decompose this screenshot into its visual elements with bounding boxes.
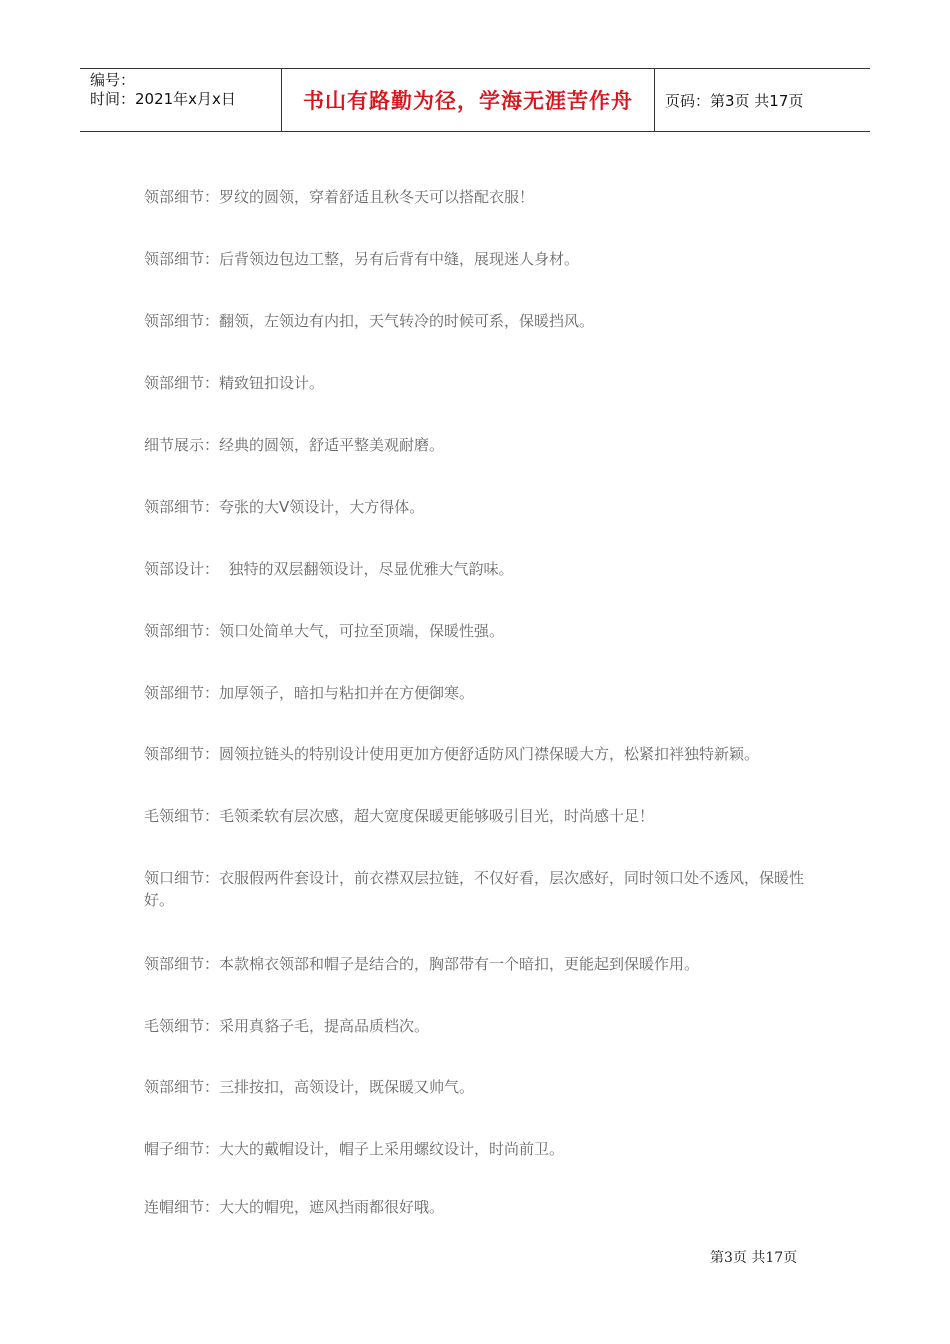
paragraph: 领部细节：翻领，左领边有内扣，天气转冷的时候可系，保暖挡风。 <box>144 312 595 330</box>
paragraph: 帽子细节：大大的戴帽设计，帽子上采用螺纹设计，时尚前卫。 <box>144 1140 565 1158</box>
paragraph: 领部细节：精致钮扣设计。 <box>144 374 325 392</box>
paragraph: 领部细节：本款棉衣领部和帽子是结合的，胸部带有一个暗扣，更能起到保暖作用。 <box>144 955 700 973</box>
paragraph: 细节展示：经典的圆领，舒适平整美观耐磨。 <box>144 436 445 454</box>
time-label: 时间：2021年x月x日 <box>90 90 236 108</box>
motto-cell <box>281 69 655 131</box>
page-info-cell <box>655 69 870 131</box>
motto-text: 书山有路勤为径，学海无涯苦作舟 <box>303 89 633 113</box>
paragraph: 领部设计： 独特的双层翻领设计，尽显优雅大气韵味。 <box>144 560 514 578</box>
page-footer: 第3页 共17页 <box>710 1250 798 1266</box>
header-left-cell <box>80 69 281 131</box>
paragraph: 领部细节：后背领边包边工整，另有后背有中缝，展现迷人身材。 <box>144 250 580 268</box>
page-info: 页码：第3页 共17页 <box>665 91 804 110</box>
paragraph: 领部细节：罗纹的圆领，穿着舒适且秋冬天可以搭配衣服！ <box>144 188 535 206</box>
paragraph: 领部细节：领口处简单大气，可拉至顶端，保暖性强。 <box>144 622 505 640</box>
paragraph: 领部细节：圆领拉链头的特别设计使用更加方便舒适防风门襟保暖大方，松紧扣袢独特新颖。 <box>144 745 760 763</box>
paragraph: 领口细节：衣服假两件套设计，前衣襟双层拉链，不仅好看，层次感好，同时领口处不透风，保暖性好。 <box>144 869 805 909</box>
paragraph: 领部细节：加厚领子，暗扣与粘扣并在方便御寒。 <box>144 684 475 702</box>
paragraph: 毛领细节：采用真貉子毛，提高品质档次。 <box>144 1017 430 1035</box>
paragraph: 连帽细节：大大的帽兜，遮风挡雨都很好哦。 <box>144 1198 445 1216</box>
paragraph: 毛领细节：毛领柔软有层次感，超大宽度保暖更能够吸引目光，时尚感十足！ <box>144 807 655 825</box>
document-header <box>80 68 870 132</box>
paragraph: 领部细节：夸张的大Ⅴ领设计，大方得体。 <box>144 498 425 516</box>
number-label: 编号： <box>90 71 136 89</box>
paragraph: 领部细节：三排按扣，高领设计，既保暖又帅气。 <box>144 1078 475 1096</box>
